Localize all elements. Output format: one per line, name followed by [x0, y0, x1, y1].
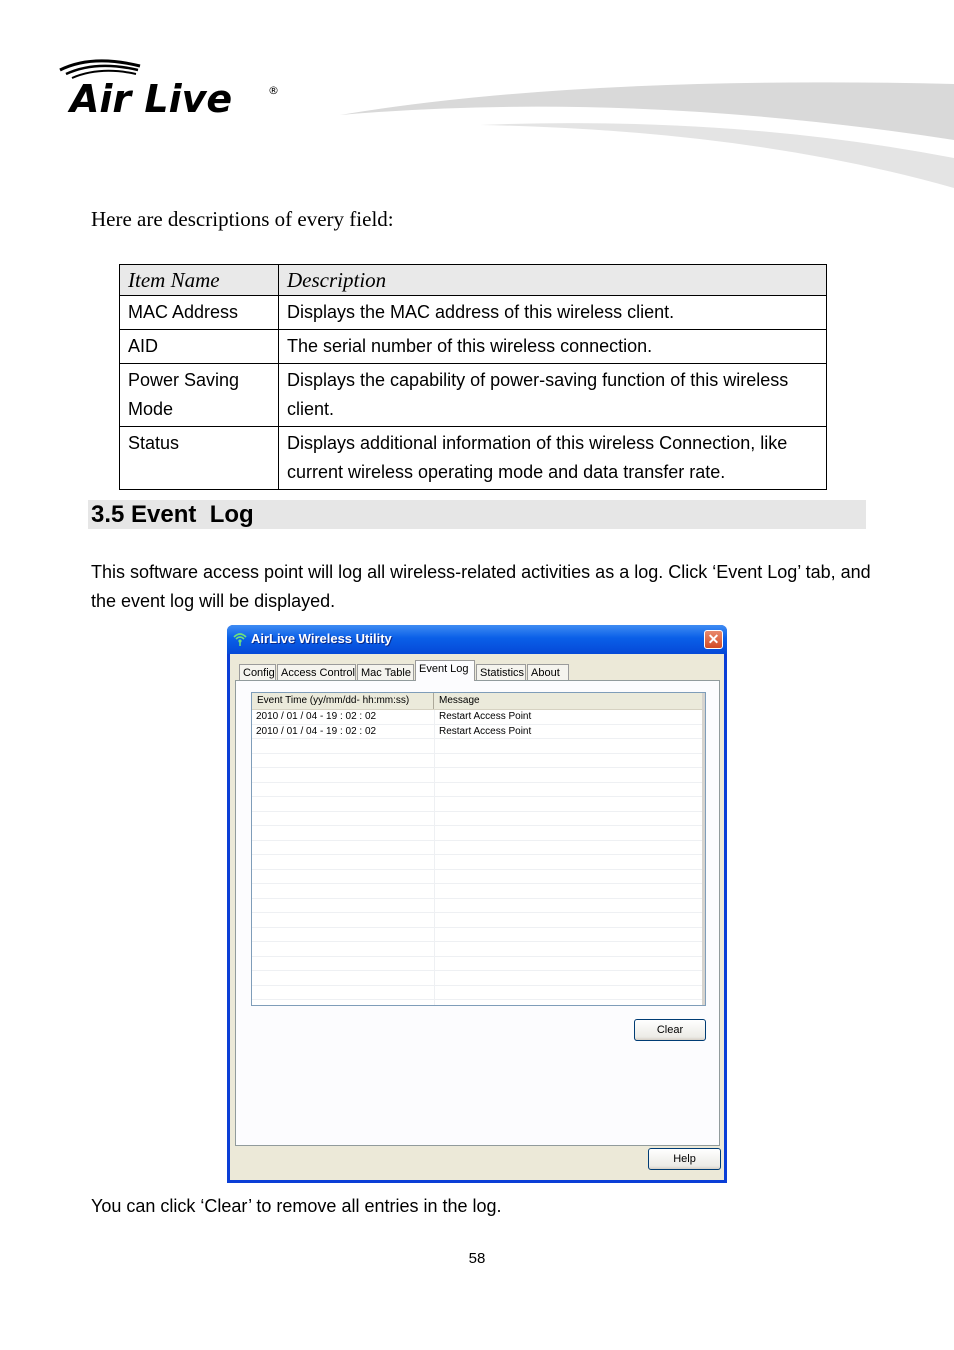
table-row — [120, 364, 827, 427]
empty-list-row — [252, 768, 705, 783]
wireless-icon — [232, 631, 248, 647]
item-name-cell: MAC Address — [120, 296, 279, 330]
tab-config[interactable]: Config — [239, 664, 276, 680]
item-name-cell: AID — [120, 330, 279, 364]
tab-mac-table[interactable]: Mac Table — [357, 664, 414, 680]
table-row — [120, 330, 827, 364]
empty-list-row — [252, 855, 705, 870]
message-cell: Restart Access Point — [439, 725, 532, 737]
empty-list-row — [252, 971, 705, 986]
empty-list-row — [252, 957, 705, 972]
closing-text: You can click ‘Clear’ to remove all entries in the log. — [91, 1196, 502, 1216]
empty-list-row — [252, 942, 705, 957]
table-row — [120, 427, 827, 490]
description-cell: Displays the capability of power-saving function of this wireless client. — [279, 364, 827, 427]
tab-about[interactable]: About — [527, 664, 569, 680]
empty-list-row — [252, 841, 705, 856]
page-number: 58 — [468, 1250, 486, 1267]
item-name-cell: Status — [120, 427, 279, 490]
close-icon: ✕ — [707, 631, 720, 647]
empty-list-row — [252, 797, 705, 812]
empty-list-row — [252, 986, 705, 1001]
header-swoosh — [330, 70, 954, 200]
section-heading-bar — [88, 500, 866, 529]
tab-event-log[interactable]: Event Log — [415, 660, 475, 681]
help-button[interactable]: Help — [648, 1148, 721, 1170]
header-description: Description — [279, 265, 827, 296]
tab-access-control[interactable]: Access Control — [277, 664, 356, 680]
event-log-panel — [235, 680, 720, 1146]
empty-list-row — [252, 913, 705, 928]
window-title: AirLive Wireless Utility — [251, 631, 392, 646]
empty-list-row — [252, 928, 705, 943]
empty-list-row — [252, 884, 705, 899]
list-rows — [252, 710, 705, 1006]
body-paragraph: This software access point will log all wireless-related activities as a log. Click ‘Event Log’ tab, and the event log will be displayed. — [91, 562, 871, 611]
table-row — [120, 296, 827, 330]
list-right-edge — [702, 693, 705, 1005]
description-cell: The serial number of this wireless connection. — [279, 330, 827, 364]
description-cell: Displays the MAC address of this wireless client. — [279, 296, 827, 330]
clear-button[interactable]: Clear — [634, 1019, 706, 1041]
item-name-cell: Power Saving Mode — [120, 364, 279, 427]
header-item-name: Item Name — [120, 265, 279, 296]
column-message[interactable]: Message — [434, 693, 704, 709]
event-time-cell: 2010 / 01 / 04 - 19 : 02 : 02 — [256, 711, 377, 722]
close-button[interactable] — [704, 630, 723, 649]
empty-list-row — [252, 1000, 705, 1006]
empty-list-row — [252, 826, 705, 841]
window-titlebar[interactable] — [227, 625, 727, 654]
empty-list-row — [252, 899, 705, 914]
message-cell: Restart Access Point — [439, 711, 532, 722]
intro-text: Here are descriptions of every field: — [91, 207, 394, 231]
field-description-table — [119, 264, 827, 490]
svg-text:Air Live: Air Live — [70, 77, 233, 121]
column-event-time[interactable]: Event Time (yy/mm/dd- hh:mm:ss) — [252, 693, 434, 709]
section-title: 3.5 Event Log — [91, 501, 254, 528]
svg-text:®: ® — [268, 84, 279, 97]
empty-list-row — [252, 739, 705, 754]
table-header-row — [120, 265, 827, 296]
utility-window — [227, 625, 727, 1183]
empty-list-row — [252, 870, 705, 885]
event-time-cell: 2010 / 01 / 04 - 19 : 02 : 02 — [256, 725, 377, 737]
window-client-area — [230, 654, 724, 1180]
list-item[interactable] — [252, 725, 705, 740]
event-log-list[interactable] — [251, 692, 706, 1006]
empty-list-row — [252, 754, 705, 769]
tab-statistics[interactable]: Statistics — [476, 664, 526, 680]
list-header — [252, 693, 705, 710]
empty-list-row — [252, 783, 705, 798]
description-cell: Displays additional information of this wireless Connection, like current wireless operating mode and data transfer rate. — [279, 427, 827, 490]
list-item[interactable] — [252, 710, 705, 725]
empty-list-row — [252, 812, 705, 827]
airlive-logo — [52, 54, 292, 124]
